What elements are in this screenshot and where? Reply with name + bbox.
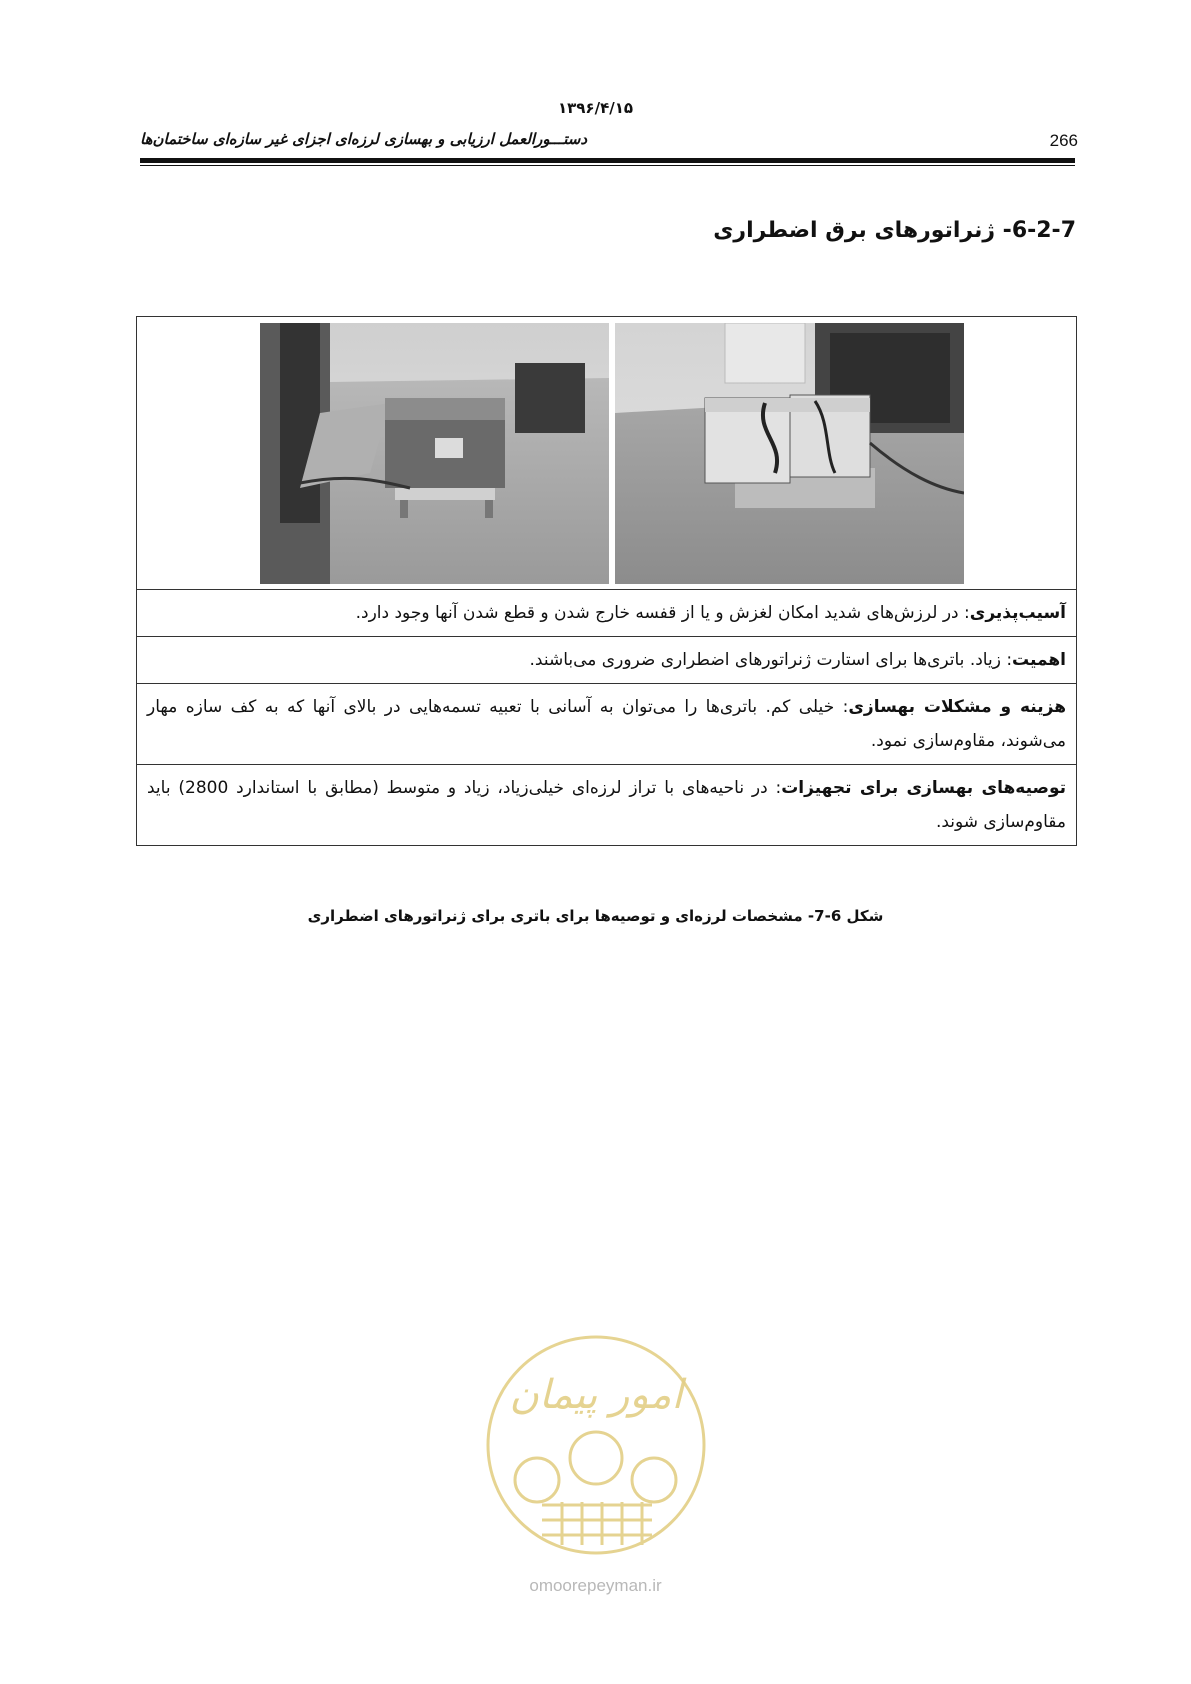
recommendation-row bbox=[137, 765, 1076, 845]
figure-caption: شکل 6-7- مشخصات لرزه‌ای و توصیه‌ها برای باتری برای ژنراتورهای اضطراری bbox=[307, 907, 884, 925]
header-title: دستـــورالعمل ارزیابی و بهسازی لرزه‌ای اجزای غیر سازه‌ای ساختمان‌ها bbox=[140, 130, 588, 148]
header-rule bbox=[140, 158, 1075, 163]
recommendation-text: : در ناحیه‌های با تراز لرزه‌ای خیلی‌زیاد، زیاد و متوسط (مطابق با استاندارد 2800) باید مقاوم‌سازی شوند. bbox=[147, 778, 1066, 832]
recommendation-label: توصیه‌های بهسازی برای تجهیزات bbox=[781, 778, 1066, 798]
svg-text:امور پیمان: امور پیمان bbox=[509, 1372, 683, 1418]
importance-text: : زیاد. باتری‌ها برای استارت ژنراتورهای اضطراری ضروری می‌باشند. bbox=[529, 650, 1013, 670]
importance-row bbox=[137, 637, 1076, 684]
header-date: ۱۳۹۶/۴/۱۵ bbox=[557, 99, 634, 117]
vulnerability-label: آسیب‌پذیری bbox=[969, 603, 1066, 623]
battery-photo-right bbox=[615, 323, 964, 584]
watermark-stamp bbox=[482, 1330, 710, 1560]
cost-text: : خیلی کم. باتری‌ها را می‌توان به آسانی با تعبیه تسمه‌هایی در بالای آنها که به کف سازه مهار می‌شوند، مقاوم‌سازی نمود. bbox=[147, 697, 1066, 751]
page-number: 266 bbox=[1049, 131, 1078, 150]
vulnerability-row bbox=[137, 590, 1076, 637]
vulnerability-text: : در لرزش‌های شدید امکان لغزش و یا از قفسه خارج شدن و قطع شدن آنها وجود دارد. bbox=[355, 603, 970, 623]
photo-row bbox=[137, 317, 1076, 590]
battery-photo-left bbox=[260, 323, 609, 584]
watermark-site: omoorepeyman.ir bbox=[529, 1576, 662, 1595]
section-heading: 6-2-7- ژنراتورهای برق اضطراری bbox=[713, 218, 1076, 243]
figure-table bbox=[136, 316, 1077, 846]
cost-row bbox=[137, 684, 1076, 765]
cost-label: هزینه و مشکلات بهسازی bbox=[848, 697, 1066, 717]
importance-label: اهمیت bbox=[1012, 650, 1066, 670]
header-rule-thin bbox=[140, 165, 1075, 166]
